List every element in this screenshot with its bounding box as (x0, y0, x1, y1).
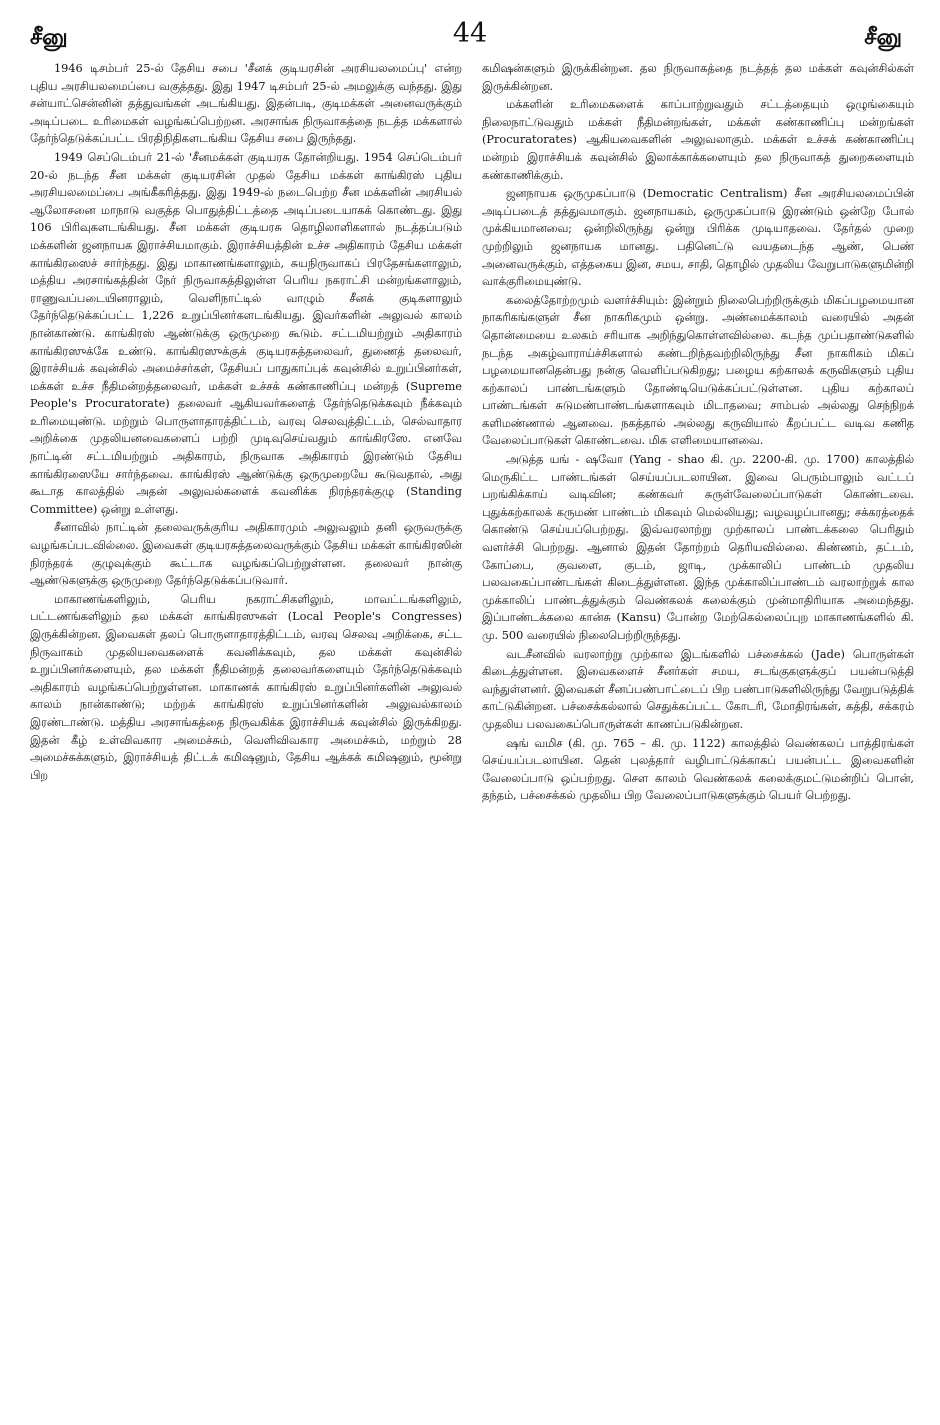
paragraph: சீனாவில் நாட்டின் தலைவருக்குரிய அதிகாரமும் அலுவலும் தனி ஒருவருக்கு வழங்கப்படவில்லை. இவைகள் குடியரசுத்தலைவருக்கும் தேசிய மக்கள் காங்கிரஸின் நிரந்தரக் குழுவுக்கும் கூட்டாக வழங்கப்பெற்றுள்ளன. தலைவர் நான்கு ஆண்டுகளுக்கு ஒருமுறை தேர்ந்தெடுக்கப்படுவார். (30, 521, 462, 588)
paragraph: ஷங் வமிச (கி. மு. 765 – கி. மு. 1122) காலத்தில் வெண்கலப் பாத்திரங்கள் செய்யப்படலாயின. தென் புலத்தார் வழிபாட்டுக்காகப் பயன்பட்ட இவைகளின் வேலைப்பாடு ஒப்பற்றது. சௌ காலம் வெண்கலக் கலைக்குமட்டுமன்றிப் பொன், தந்தம், பச்சைக்கல் முதலிய பிற வேலைப்பாடுகளுக்கும் பெயர் பெற்றது. (482, 736, 914, 803)
running-header-right: சீனு (864, 24, 902, 50)
page-number: 44 (452, 18, 488, 49)
paragraph: கமிஷன்களும் இருக்கின்றன. தல நிருவாகத்தை நடத்தத் தல மக்கள் கவுன்சில்கள் இருக்கின்றன. (482, 62, 914, 93)
paragraph: 1946 டிசம்பர் 25-ல் தேசிய சபை 'சீனக் குடியரசின் அரசியலமைப்பு' என்ற புதிய அரசியலமைப்பை வகுத்தது. இது 1947 டிசம்பர் 25-ல் அமலுக்கு வந்தது. இது சன்யாட்சென்னின் தத்துவங்கள் அடங்கியது. இதன்படி, குடிமக்கள் அனைவருக்கும் அடிப்படை உரிமைகள் வழங்கப்பெற்றன. அரசாங்க நிருவாகத்தை நடத்த மக்களால் தேர்ந்தெடுக்கப்பட்ட பிரதிநிதிகளடங்கிய தேசிய சபை இருந்தது. (30, 62, 462, 146)
running-header-left: சீனு (30, 24, 68, 50)
paragraph: மாகாணங்களிலும், பெரிய நகராட்சிகளிலும், மாவட்டங்களிலும், பட்டணங்களிலும் தல மக்கள் காங்கிரஸுகள் (Local People's Congresses) இருக்கின்றன. இவைகள் தலப் பொருளாதாரத்திட்டம், வரவு செலவு அறிக்கை, சட்ட நிருவாகம் முதலியவைகளைக் கவனிக்கவும், தல மக்கள் கவுன்சில் உறுப்பினர்களையும், தல மக்கள் நீதிமன்றத் தலைவர்களையும் தேர்ந்தெடுக்கவும் அதிகாரம் வழங்கப்பெற்றுள்ளன. மாகாணக் காங்கிரஸ் உறுப்பினர்களின் அலுவல் காலம் நான்காண்டு; மற்றக் காங்கிரஸ் உறுப்பினர்களின் அலுவல்காலம் இரண்டாண்டு. மத்திய அரசாங்கத்தை நிருவகிக்க இராச்சியக் கவுன்சில் இருக்கிறது. இதன் கீழ் உள்விவகார அமைச்சும், வெளிவிவகார அமைச்சும், மற்றும் 28 அமைச்சுக்களும், இராச்சியத் திட்டக் கமிஷனும், தேசிய ஆக்கக் கமிஷனும், மூன்று பிற (30, 592, 462, 782)
paragraph: மக்களின் உரிமைகளைக் காப்பாற்றுவதும் சட்டத்தையும் ஒழுங்கையும் நிலைநாட்டுவதும் மக்கள் நீதிமன்றங்கள், மக்கள் கண்காணிப்பு மன்றங்கள் (Procuratorates) ஆகியவைகளின் அலுவலாகும். மக்கள் உச்சக் கண்காணிப்பு மன்றம் இராச்சியக் கவுன்சில் இலாக்காக்களையும் தல நிருவாகத் துறைகளையும் கண்காணிக்கும். (482, 98, 914, 182)
paragraph: அடுத்த யங் - ஷவோ (Yang - shao கி. மு. 2200-கி. மு. 1700) காலத்தில் மெருகிட்ட பாண்டங்கள் செய்யப்படலாயின. இவை பெரும்பாலும் வட்டப் பறங்கிக்காய் வடிவின; கண்கவர் சுருள்வேலைப்பாடுகள் கொண்டவை. புதுக்கற்காலக் கருமண் பாண்டம் மிகவும் மெல்லியது; வழவழப்பானது; சக்கரத்தைக் கொண்டு செய்யப்பெற்றது. இவ்வரலாற்று முற்காலப் பாண்டக்கலை பெரிதும் வளர்ச்சி பெற்றது. ஆனால் இதன் தோற்றம் தெரியவில்லை. கிண்ணம், தட்டம், கோப்பை, குவளை, குடம், ஜாடி, முக்காலிப் பாண்டம் முதலிய பலவகைப்பாண்டங்கள் கிடைத்துள்ளன. இந்த முக்காலிப்பாண்டம் வரலாற்றுக் கால முக்காலிப் பாண்டத்துக்கும் வெண்கலக் கலைக்கும் முன்மாதிரியாக அமைந்தது. இப்பாண்டக்கலை கான்சு (Kansu) போன்ற மேற்கெல்லைப்புற மாகாணங்களில் கி. மு. 500 வரையில் நிலைபெற்றிருந்தது. (482, 453, 914, 642)
left-column (30, 60, 462, 785)
paragraph: 1949 செப்டெம்பர் 21-ல் 'சீனமக்கள் குடியரசு தோன்றியது. 1954 செப்டெம்பர் 20-ல் நடந்த சீன மக்கள் குடியரசின் முதல் தேசிய மக்கள் காங்கிரஸ் புதிய அரசியலமைப்பை அங்கீகரித்தது. இது 1949-ல் நடைபெற்ற சீன மக்களின் அரசியல் ஆலோசனை மாநாடு வகுத்த பொதுத்திட்டத்தை அடிப்படையாகக் கொண்டது. இது 106 பிரிவுகளடங்கியது. சீன மக்கள் குடியரசு தொழிலாளிகளால் நடத்தப்படும் மக்களின் ஜனநாயக இராச்சியமாகும். இராச்சியத்தின் உச்ச அதிகாரம் தேசிய மக்கள் காங்கிரஸைச் சார்ந்தது. இது மாகாணங்களாலும், சுயநிருவாகப் பிரதேசங்களாலும், மத்திய அரசாங்கத்தின் நேர் நிருவாகத்திலுள்ள பெரிய நகராட்சி மன்றங்களாலும், ராணுவப்படையினராலும், வெளிநாட்டில் வாழும் சீனக் குடிகளாலும் தேர்ந்தெடுக்கப்பட்ட 1,226 உறுப்பினர்களடங்கியது. இவர்களின் அலுவல் காலம் நான்காண்டு. காங்கிரஸ் ஆண்டுக்கு ஒருமுறை கூடும். சட்டமியற்றும் அதிகாரம் காங்கிரஸுக்கே உண்டு. காங்கிரஸுக்குக் குடியரசுத்தலைவர், துணைத் தலைவர், இராச்சியக் கவுன்சில் அமைச்சர்கள், தேசியப் பாதுகாப்புக் கவுன்சில் உறுப்பினர்கள், மக்கள் உச்ச நீதிமன்றத்தலைவர், மக்கள் உச்சக் கண்காணிப்பு மன்றத் (Supreme People's Procuratorate) தலைவர் ஆகியவர்களைத் தேர்ந்தெடுக்கவும் நீக்கவும் உரிமையுண்டு. மற்றும் பொருளாதாரத்திட்டம், வரவு செலவுத்திட்டம், செல்வாதார அறிக்கை முதலியனவைகளைப் பற்றி முடிவுசெய்வதும் காங்கிரஸே. எனவே நாட்டின் சட்டமியற்றும் அதிகாரம், நிருவாக அதிகாரம் இரண்டும் தேசிய காங்கிரஸையே சார்ந்தவை. காங்கிரஸ் ஆண்டுக்கு ஒருமுறையே கூடுவதால், அது கூடாத காலத்தில் அதன் அலுவல்களைக் கவனிக்க நிரந்தரக்குழு (Standing Committee) ஒன்று உள்ளது. (30, 150, 462, 516)
paragraph: வடசீனவில் வரலாற்று முற்கால இடங்களில் பச்சைக்கல் (Jade) பொருள்கள் கிடைத்துள்ளன. இவைகளைச் சீனர்கள் சமய, சடங்குகளுக்குப் பயன்படுத்தி வந்துள்ளனர். இவைகள் சீனப்பண்பாட்டைப் பிற பண்பாடுகளிலிருந்து வேறுபடுத்திக் காட்டுகின்றன. பச்சைக்கல்லால் செதுக்கப்பட்ட கோடரி, மோதிரங்கள், கத்தி, சக்கரம் முதலிய பலவகைப்பொருள்கள் காணப்படுகின்றன. (482, 647, 914, 731)
right-column (482, 60, 914, 806)
section-paragraph: கலைத்தோற்றமும் வளர்ச்சியும்: இன்றும் நிலைபெற்றிருக்கும் மிகப்பழமையான நாகரிகங்களுள் சீன நாகரிகமும் ஒன்று. அண்மைக்காலம் வரையில் அதன் தொன்மையை உலகம் சரியாக அறிந்துகொள்ளவில்லை. கடந்த முப்பதாண்டுகளில் நடந்த அகழ்வாராய்ச்சிகளால் கண்டறிந்தவற்றிலிருந்து சீன நாகரிகம் மிகப் பழமையானதென்பது நன்கு வெளிப்படுகிறது; பழைய கற்காலக் கருவிகளும் புதிய கற்காலப் பாண்டங்களும் தோண்டியெடுக்கப்பட்டுள்ளன. புதிய கற்காலப் பாண்டங்கள் சுடுமண்பாண்டங்களாகவும் மிடாதவை; சாம்பல் அல்லது செந்நிறக் களிமண்ணால் ஆனவை. நகத்தால் அல்லது கருவியால் கீறப்பட்ட வடிவ கணித வேலைப்பாடுகள் கொண்டவை. மிக எளிமையானவை. (482, 293, 914, 448)
paragraph: ஜனநாயக ஒருமுகப்பாடு (Democratic Centralism) சீன அரசியலமைப்பின் அடிப்படைத் தத்துவமாகும். ஜனநாயகம், ஒருமுகப்பாடு இரண்டும் ஒன்றே போல் முக்கியமானவை; ஒன்றிலிருந்து ஒன்று பிரிக்க முடியாதவை. தேர்தல் முறை முற்றிலும் ஜனநாயக மானது. பதினெட்டு வயதடைந்த ஆண், பெண் அனைவருக்கும், எத்தகைய இன, சமய, சாதி, தொழில் முதலிய வேறுபாடுகளுமின்றி வாக்குரிமையுண்டு. (482, 187, 914, 289)
